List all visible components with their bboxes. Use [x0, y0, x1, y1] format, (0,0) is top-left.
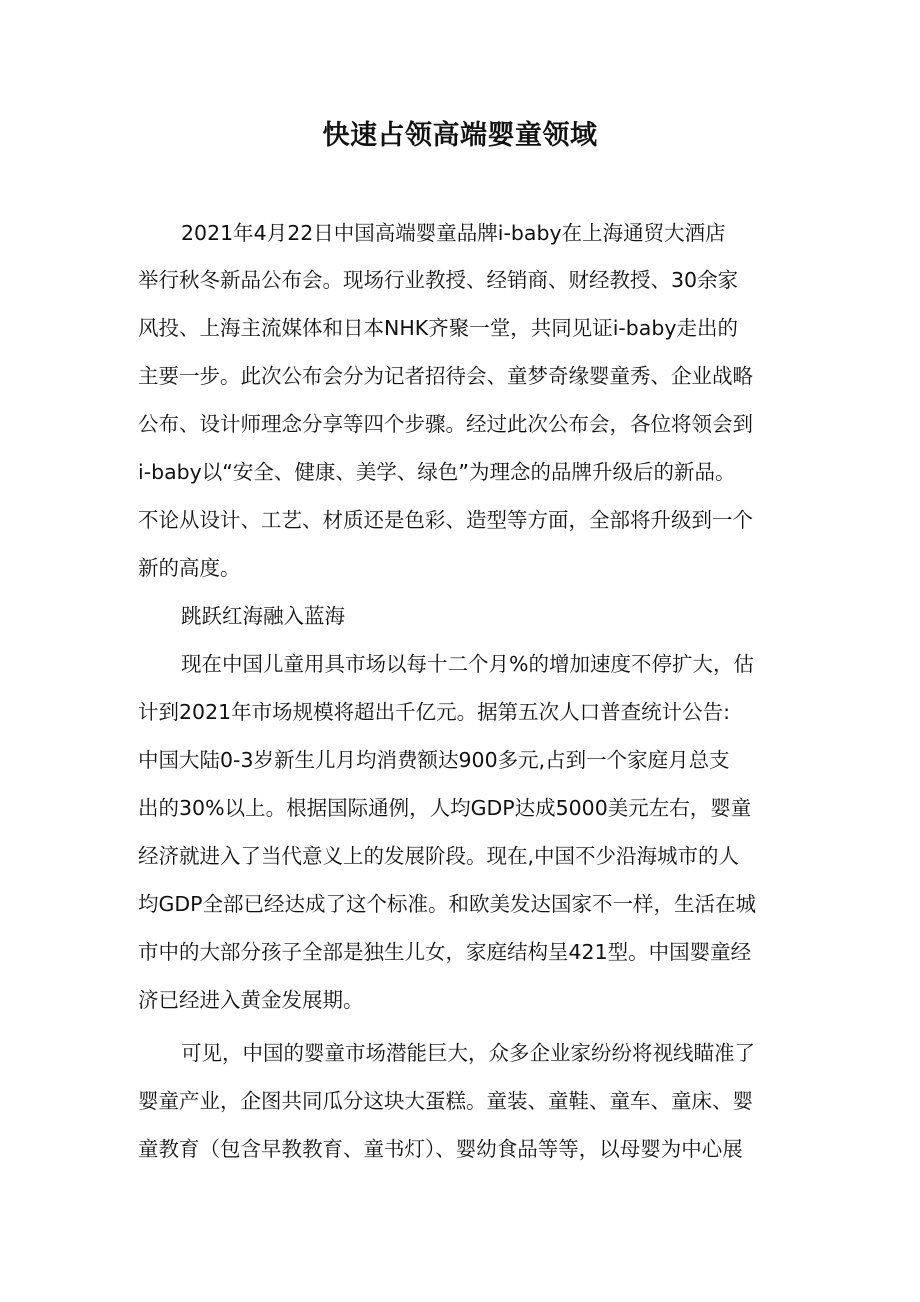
paragraph-line: i-baby以“安全、健康、美学、绿色”为理念的品牌升级后的新品。: [138, 460, 736, 484]
paragraph-line: 主要一步。此次公布会分为记者招待会、童梦奇缘婴童秀、企业战略: [138, 364, 753, 388]
paragraph-line: 市中的大部分孩子全部是独生儿女，家庭结构呈421型。中国婴童经: [138, 940, 752, 964]
paragraph-line: 2021年4月22日中国高端婴童品牌i-baby在上海通贸大酒店: [181, 221, 726, 245]
paragraph-line: 新的高度。: [138, 556, 241, 580]
paragraph-line: 公布、设计师理念分享等四个步骤。经过此次公布会，各位将领会到: [138, 412, 753, 436]
paragraph-line: 童教育（包含早教教育、童书灯）、婴幼食品等等，以母婴为中心展: [138, 1137, 743, 1161]
paragraph-line: 计到2021年市场规模将超出千亿元。据第五次人口普查统计公告:: [138, 700, 731, 724]
paragraph-line: 可见，中国的婴童市场潜能巨大，众多企业家纷纷将视线瞄准了: [181, 1041, 755, 1065]
paragraph-line: 济已经进入黄金发展期。: [138, 988, 364, 1012]
section-heading: 跳跃红海融入蓝海: [181, 604, 345, 628]
paragraph-line: 经济就进入了当代意义上的发展阶段。现在,中国不少沿海城市的人: [138, 844, 740, 868]
paragraph-line: 中国大陆0-3岁新生儿月均消费额达900多元,占到一个家庭月总支: [138, 748, 730, 772]
document-title: 快速占领高端婴童领域: [322, 120, 598, 151]
paragraph-line: 出的30%以上。根据国际通例，人均GDP达成5000美元左右，婴童: [138, 796, 752, 820]
paragraph-line: 婴童产业，企图共同瓜分这块大蛋糕。童装、童鞋、童车、童床、婴: [138, 1089, 753, 1113]
paragraph-line: 不论从设计、工艺、材质还是色彩、造型等方面，全部将升级到一个: [138, 508, 753, 532]
paragraph-line: 均GDP全部已经达成了这个标准。和欧美发达国家不一样，生活在城: [138, 892, 757, 916]
paragraph-line: 风投、上海主流媒体和日本NHK齐聚一堂，共同见证i-baby走出的: [138, 316, 739, 340]
paragraph-line: 举行秋冬新品公布会。现场行业教授、经销商、财经教授、30余家: [138, 268, 739, 292]
paragraph-line: 现在中国儿童用具市场以每十二个月%的增加速度不停扩大，估: [181, 652, 754, 676]
